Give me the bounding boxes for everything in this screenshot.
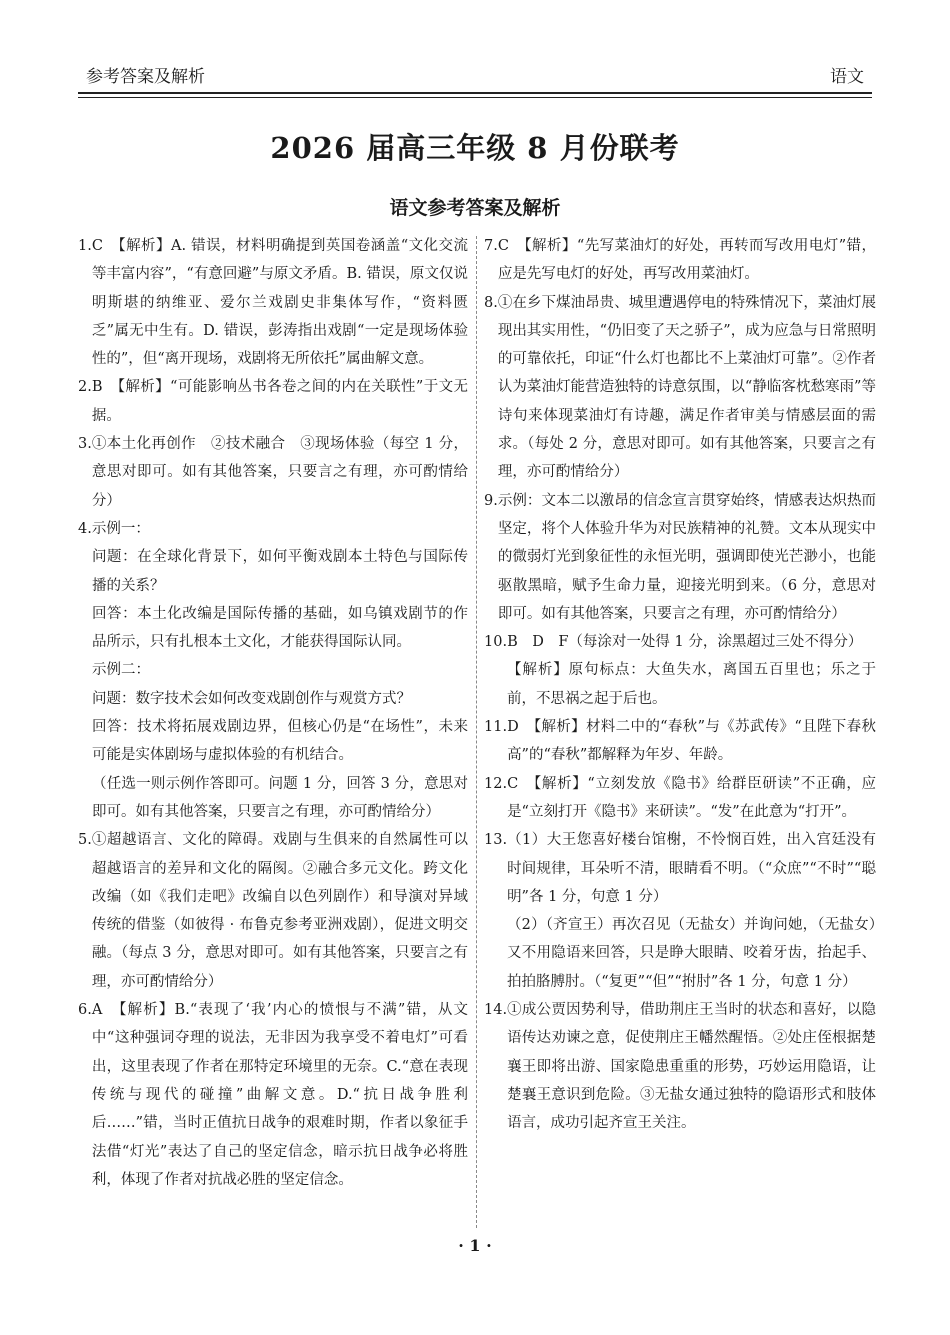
page-number: · 1 · [458,1236,492,1255]
item-text: 示例一： [91,520,150,537]
item-text: B D F（每涂对一处得 1 分，涂黑超过三处不得分） [507,634,863,651]
item-text: ①本土化再创作 ②技术融合 ③现场体验（每空 1 分，意思对即可。如有其他答案，只要言之有理，亦可酌情给分） [91,436,468,509]
answer-item-4 [78,515,468,543]
answer-item-5 [78,826,468,996]
item-number: 7. [484,238,498,254]
item-text: 示例：文本二以激昂的信念宣言贯穿始终，情感表达炽热而坚定，将个人体验升华为对民族精神的礼赞。文本从现实中的微弱灯光到象征性的永恒光明，强调即使光芒渺小，也能驱散黑暗，赋予生命力量，迎接光明到来。（6 分，意思对即可。如有其他答案，只要言之有理，亦可酌情给分） [497,492,876,622]
item-number: 14. [484,1002,508,1019]
answer-item-1 [78,232,468,373]
item-number: 4. [78,520,92,537]
right-column [484,232,876,1138]
page-subtitle: 语文参考答案及解析 [389,197,561,219]
item-text: C 【解析】“立刻发放《隐书》给群臣研读”不正确，应是“立刻打开《隐书》来研读”。“发”在此意为“打开”。 [507,775,876,820]
answer-item-11 [484,713,876,770]
item-number: 11. [484,719,508,736]
q4-line: 问题：数字技术会如何改变戏剧创作与观赏方式？ [92,690,411,707]
answer-item-9 [484,487,876,628]
item-text: C 【解析】“先写菜油灯的好处，再转而写改用电灯”错，应是先写电灯的好处，再写改用菜油灯。 [497,238,876,283]
answer-item-13 [484,826,876,911]
header-subject-label: 语文 [830,67,864,87]
item-number: 8. [484,294,498,311]
header-rule-thick [78,92,872,94]
column-divider [476,236,477,1228]
item-text: ①超越语言、文化的障碍。戏剧与生俱来的自然属性可以超越语言的差异和文化的隔阂。②融合多元文化。跨文化改编（如《我们走吧》改编自以色列剧作）和导演对异域传统的借鉴（如彼得 · 布鲁克参考亚洲戏剧），促进文明交融。（每点 3 分，意思对即可。如有其他答案，只要言之有理，亦可酌情给分） [91,832,468,990]
item-number: 2. [78,379,92,396]
item-text: ①成公贾因势利导，借助荆庄王当时的状态和喜好，以隐语传达劝谏之意，促使荆庄王幡然醒悟。②处庄侄根据楚襄王即将出游、国家隐患重重的形势，巧妙运用隐语，让楚襄王意识到危险。③无盐女通过独特的隐语形式和肢体语言，成功引起齐宣王关注。 [507,1002,876,1132]
item-number: 5. [78,832,92,849]
item-text: B 【解析】“可能影响丛书各卷之间的内在关联性”于文无据。 [91,379,468,424]
answer-item-2 [78,373,468,430]
item-number: 13. [484,832,508,849]
answer-item-10 [484,628,876,656]
q10-analysis: 【解析】原句标点：大鱼失水，离国五百里也；乐之于前，不思祸之起于后也。 [507,662,876,707]
answer-item-8 [484,289,876,487]
left-column [78,232,468,1194]
answer-item-7 [484,232,876,289]
item-text: ①在乡下煤油昂贵、城里遭遇停电的特殊情况下，菜油灯展现出其实用性，“仍旧变了天之骄子”，成为应急与日常照明的可靠依托，印证“什么灯也都比不上菜油灯可靠”。②作者认为菜油灯能营造独特的诗意氛围，以“静临客枕愁寒雨”等诗句来体现菜油灯有诗趣，满足作者审美与情感层面的需求。（每处 2 分，意思对即可。如有其他答案，只要言之有理，亦可酌情给分） [497,294,876,481]
item-number: 3. [78,436,92,453]
page-title: 2026 届高三年级 8 月份联考 [270,131,680,165]
item-number: 12. [484,775,508,792]
answer-item-3 [78,430,468,515]
item-number: 9. [484,492,498,509]
header-left-label: 参考答案及解析 [86,67,205,87]
q4-line: 示例二： [92,662,150,679]
q4-line: 回答：技术将拓展戏剧边界，但核心仍是“在场性”，未来可能是实体剧场与虚拟体验的有机结合。 [92,719,468,764]
item-text: A 【解析】B.“表现了‘我’内心的愤恨与不满”错，从文中“这种强词夺理的说法，无非因为我享受不着电灯”可看出，这里表现了作者在那特定环境里的无奈。C.“意在表现传统与现代的碰撞”曲解文意。D.“抗日战争胜利后……”错，当时正值抗日战争的艰难时期，作者以象征手法借“灯光”表达了自己的坚定信念，暗示抗日战争必将胜利，体现了作者对抗战必胜的坚定信念。 [91,1002,468,1188]
q13-part2: （2）（齐宣王）再次召见（无盐女）并询问她，（无盐女）又不用隐语来回答，只是睁大眼睛、咬着牙齿，抬起手、拍拍胳膊肘。（“复更”“但”“拊肘”各 1 分，句意 1 分） [507,917,876,990]
item-number: 10. [484,634,508,651]
item-number: 6. [78,1002,92,1019]
item-text: C 【解析】A. 错误，材料明确提到英国卷涵盖“文化交流等丰富内容”，“有意回避”与原文矛盾。B. 错误，原文仅说明斯堪的纳维亚、爱尔兰戏剧史非集体写作，“资料匮乏”属无中生有。D. 错误，彭涛指出戏剧“一定是现场体验性的”，但“离开现场，戏剧将无所依托”属曲解文意。 [91,238,468,368]
q4-line: （任选一则示例作答即可。问题 1 分，回答 3 分，意思对即可。如有其他答案，只要言之有理，亦可酌情给分） [92,775,468,820]
q4-line: 回答：本土化改编是国际传播的基础，如乌镇戏剧节的作品所示，只有扎根本土文化，才能获得国际认同。 [92,605,468,651]
item-number: 1. [78,238,92,254]
answer-item-14 [484,996,876,1137]
item-text: （1）大王您喜好楼台馆榭，不怜悯百姓，出入宫廷没有时间规律，耳朵听不清，眼睛看不明。（“众庶”“不时”“聪明”各 1 分，句意 1 分） [507,832,876,905]
item-text: D 【解析】材料二中的“春秋”与《苏武传》“且陛下春秋高”的“春秋”都解释为年岁、年龄。 [507,719,876,764]
header-rule-thin [78,97,872,98]
answer-item-12 [484,770,876,827]
q4-line: 问题：在全球化背景下，如何平衡戏剧本土特色与国际传播的关系？ [92,549,468,594]
page-header [78,58,872,92]
answer-item-6 [78,996,468,1194]
